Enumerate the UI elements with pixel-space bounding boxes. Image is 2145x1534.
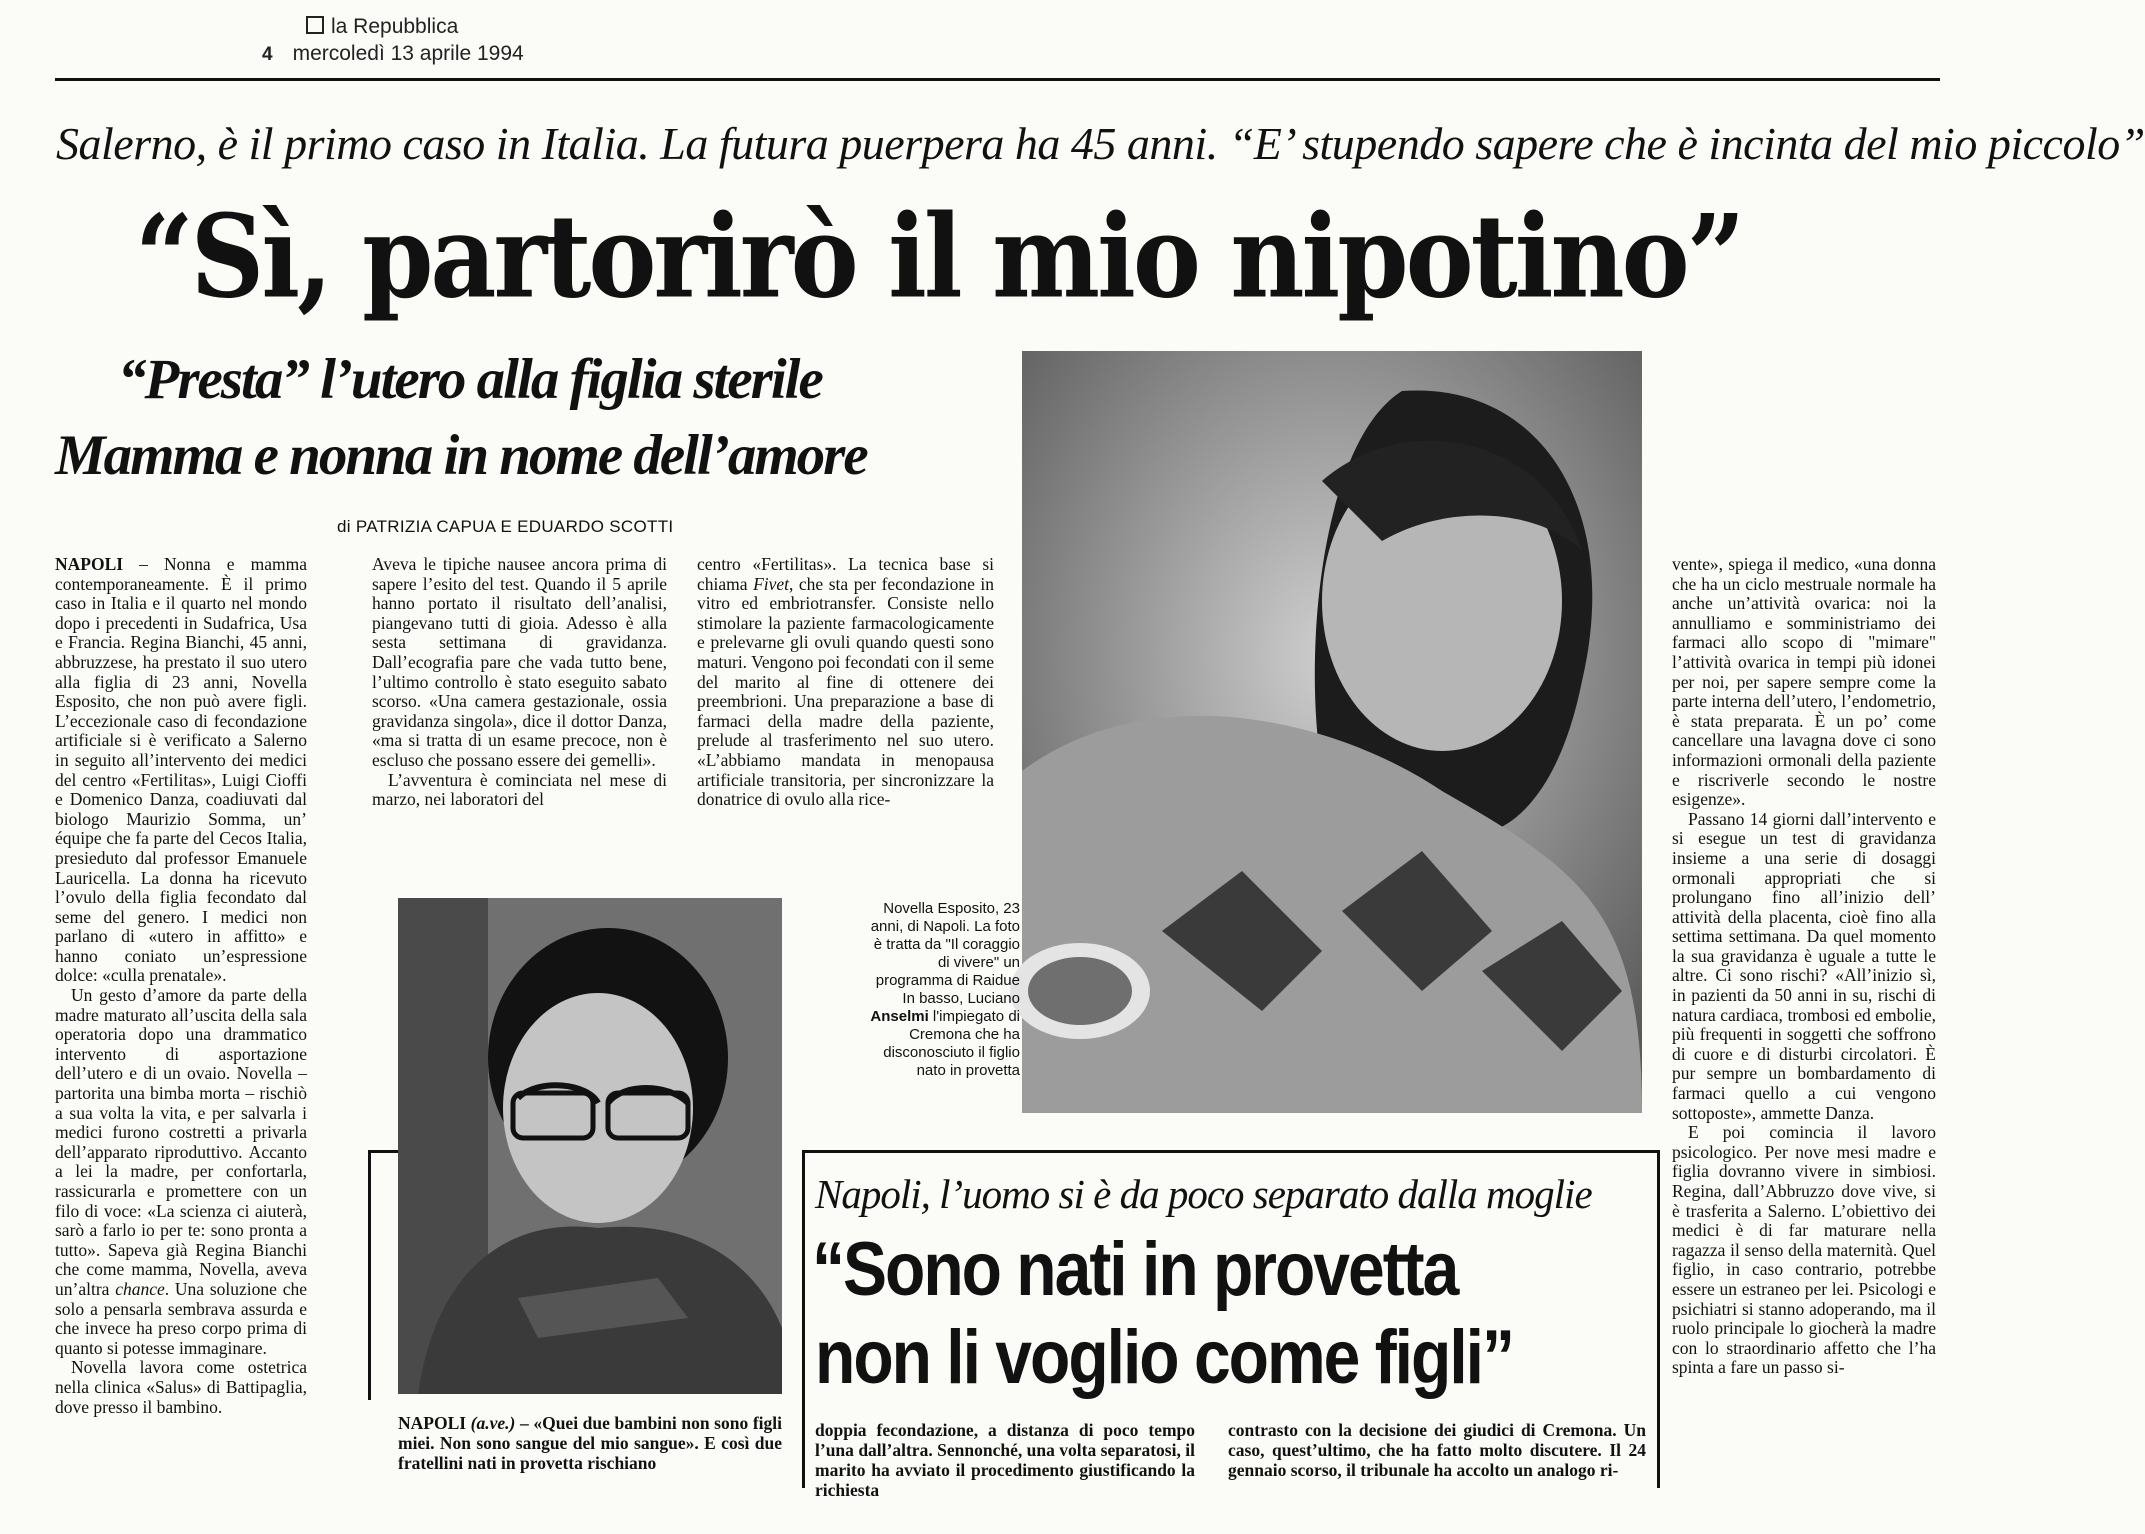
article-subheadline-1: “Presta” l’utero alla figlia sterile xyxy=(118,348,822,411)
sidebar-occhiello: Napoli, l’uomo si è da poco separato dalla moglie xyxy=(815,1171,1592,1217)
photo-novella-esposito xyxy=(1022,351,1642,1113)
photo-luciano-anselmi xyxy=(398,898,782,1394)
masthead-date-line xyxy=(262,41,524,67)
sidebar-box-top-left-rule xyxy=(368,1150,398,1153)
sidebar-box-left-rule xyxy=(368,1150,371,1400)
man-portrait-image xyxy=(398,898,782,1394)
sidebar-column-1: NAPOLI (a.ve.) – «Quei due bambini non sono figli miei. Non sono sangue del mio sangue». E così due fratellini nati in provetta rischiano xyxy=(398,1413,782,1473)
sidebar-column-2: doppia fecondazione, a distanza di poco tempo l’una dall’altra. Sennonché, una volta separatosi, il marito ha avviato il procedimento giustificando la richiesta xyxy=(815,1420,1195,1500)
masthead-newspaper: la Repubblica xyxy=(306,14,458,39)
article-column-2: Aveva le tipiche nausee ancora prima di sapere l’esito del test. Quando il 5 aprile hanno portato il risultato dell’analisi, piangevano tutti di gioia. Adesso è alla sesta settimana di gravidanza. Dall’ecografia pare che vada tutto bene, l’ultimo controllo è stato eseguito sabato scorso. «Una camera gestazionale, ossia gravidanza singola», dice il dottor Danza, «ma si tratta di un esame precoce, non è escluso che possano essere dei gemelli». L’avventura è cominciata nel mese di marzo, nei laboratori del xyxy=(372,554,667,810)
top-rule xyxy=(55,78,1940,81)
masthead-date: mercoledì 13 aprile 1994 xyxy=(292,42,524,65)
article-byline: di PATRIZIA CAPUA E EDUARDO SCOTTI xyxy=(337,517,674,536)
article-subheadline-2: Mamma e nonna in nome dell’amore xyxy=(55,424,867,487)
portrait-image xyxy=(1022,351,1642,1113)
article-column-1: NAPOLI – Nonna e mamma contemporaneamente. È il primo caso in Italia e il quarto nel mondo dopo i precedenti in Sudafrica, Usa e Francia. Regina Bianchi, 45 anni, abbruzzese, ha prestato il suo utero alla figlia di 23 anni, Novella Esposito, che non può avere figli. L’eccezionale caso di fecondazione artificiale si è verificato a Salerno in seguito all’intervento dei medici del centro «Fertilitas», Luigi Cioffi e Domenico Danza, coadiuvati dal biologo Maurizio Somma, un’ équipe che fa parte del Cecos Italia, presieduto dal professor Emanuele Lauricella. La donna ha ricevuto l’ovulo della figlia fecondato dal seme del genero. I medici non parlano di «utero in affitto» e hanno coniato un’espressione dolce: «culla prenatale». Un gesto d’amore da parte della madre maturato all’uscita della sala operatoria dopo una drammatico intervento di asportazione dell’utero e di un ovaio. Novella – partorita una bimba morta – rischiò a sua volta la vita, e per salvarla i medici furono costretti a privarla dell’apparato riproduttivo. Accanto a lei la madre, per confortarla, rassicurarla e promettere con un filo di voce: «La scienza ci aiuterà, sarò a farlo io per te: sono pronta a tutto». Sapeva già Regina Bianchi che come mamma, Novella, aveva un’altra chance. Una soluzione che solo a pensarla sembrava assurda e che invece ha preso corpo prima di quanto si potesse immaginare. Novella lavora come ostetrica nella clinica «Salus» di Battipaglia, dove presso il bambino. xyxy=(55,554,307,1417)
sidebar-headline-2: non li voglio come figli” xyxy=(815,1314,1514,1400)
page-number: 4 xyxy=(262,44,273,65)
article-column-3: centro «Fertilitas». La tecnica base si chiama Fivet, che sta per fecondazione in vitro ed embriotransfer. Consiste nello stimolare la paziente farmacologicamente e prelevarne gli ovuli quando questi sono maturi. Vengono poi fecondati con il seme del marito al fine di ottenere dei preembrioni. Una preparazione a base di farmaci della madre della paziente, prelude al trasferimento nel suo utero. «L’abbiamo mandata in menopausa artificiale transitoria, per sincronizzare la donatrice di ovulo alla rice- xyxy=(697,554,994,810)
article-occhiello: Salerno, è il primo caso in Italia. La futura puerpera ha 45 anni. “E’ stupendo sapere che è incinta del mio piccolo” xyxy=(56,118,2145,169)
photo-caption: Novella Esposito, 23 anni, di Napoli. La foto è tratta da "Il coraggio di vivere" un programma di Raidue In basso, Luciano Anselmi l'impiegato di Cremona che ha disconosciuto il figlio nato in provetta xyxy=(870,900,1020,1079)
square-icon xyxy=(306,16,324,34)
sidebar-column-3: contrasto con la decisione dei giudici di Cremona. Un caso, quest’ultimo, che ha fatto molto discutere. Il 24 gennaio scorso, il tribunale ha accolto un analogo ri- xyxy=(1228,1420,1646,1480)
article-headline: “Sì, partorirò il mio nipotino” xyxy=(135,190,1743,325)
article-column-4: vente», spiega il medico, «una donna che ha un ciclo mestruale normale ha anche un’attività ovarica: noi la annulliamo e somministriamo dei farmaci allo scopo di "mimare" l’attività ovarica in tempi più idonei per noi, per sapere sempre come la parte interna dell’utero, l’endometrio, è stata preparata. È un po’ come cancellare una lavagna dove ci sono informazioni ormonali della paziente e riscriverle secondo le nostre esigenze». Passano 14 giorni dall’intervento e si esegue un test di gravidanza insieme a una serie di dosaggi ormonali appropriati che si prolungano fino all’inizio dell’ attività della placenta, cioè fino alla settima settimana. Da quel momento la sua gravidanza è uguale a tutte le altre. Ci sono rischi? «All’inizio sì, in pazienti da 50 anni in su, rischi di natura cardiaca, trombosi ed embolie, più frequenti in soggetti che soffrono di cuore e di disturbi circolatori. È pur sempre un bombardamento di farmaci quello a cui vengono sottoposte», ammette Danza. E poi comincia il lavoro psicologico. Per nove mesi madre e figlia dovranno vivere in simbiosi. Regina, dall’Abbruzzo dove vive, si è trasferita a Salerno. L’obiettivo dei medici è di far maturare nella ragazza il senso della maternità. Quel figlio, in caso contrario, potrebbe essere un estraneo per lei. Psicologi e psichiatri si stanno adoperando, ma il ruolo principale lo giocherà la madre con lo straordinario affetto che l’ha spinta a fare un passo si- xyxy=(1672,554,1936,1378)
sidebar-headline-1: “Sono nati in provetta xyxy=(812,1226,1458,1312)
